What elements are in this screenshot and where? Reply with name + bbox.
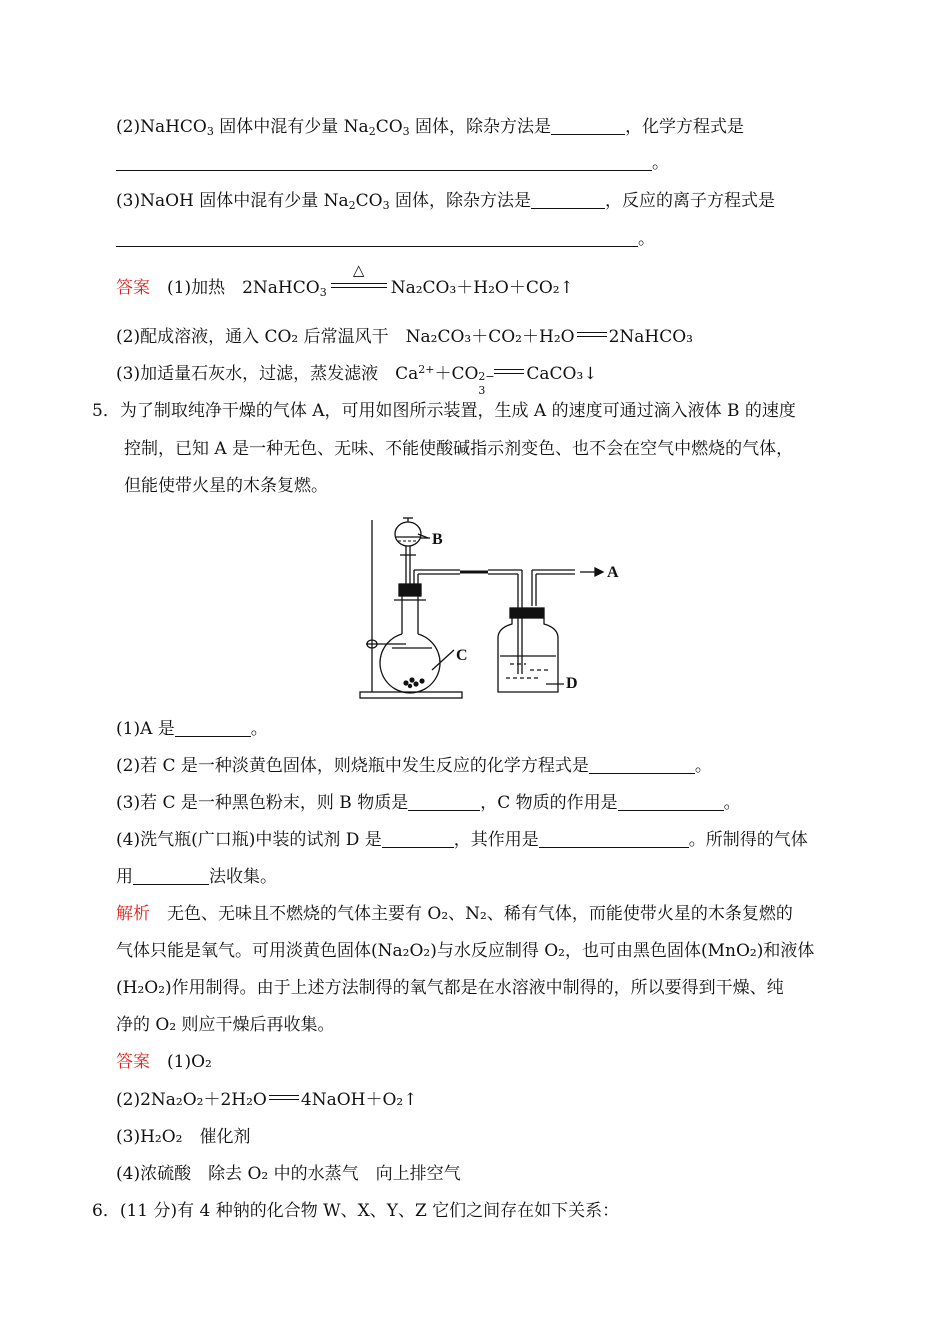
answer-label: 答案	[116, 1052, 150, 1072]
q4-part3-equation-line: 。	[116, 228, 655, 250]
answer-blank[interactable]	[589, 757, 695, 774]
label-c: C	[456, 647, 468, 664]
equals-sign	[269, 1091, 299, 1105]
answer-blank[interactable]	[116, 230, 638, 247]
answer-blank[interactable]	[133, 868, 209, 885]
solid-c-particles	[403, 677, 424, 688]
label-a: A	[607, 564, 619, 581]
q5-explanation-3: (H₂O₂)作用制得。由于上述方法制得的氧气都是在水溶液中制得的，所以要得到干燥、纯	[116, 978, 784, 998]
answer-blank[interactable]	[539, 831, 689, 848]
q5-sub-3: (3)若 C 是一种黑色粉末，则 B 物质是 ，C 物质的作用是 。	[116, 793, 741, 813]
q5-sub-4-cont: 用 法收集。	[116, 867, 277, 887]
q5-answer-1: 答案 (1)O₂	[116, 1052, 212, 1072]
separatory-funnel	[395, 522, 421, 546]
answer-blank[interactable]	[531, 192, 605, 209]
q4-answer-1: 答案 (1)加热 2NaHCO$_3$ △ Na₂CO₃＋H₂O＋CO₂↑	[116, 261, 574, 299]
q4-part2-equation-line: 。	[116, 152, 669, 174]
answer-blank[interactable]	[175, 720, 251, 737]
label-d: D	[566, 675, 578, 692]
answer-blank[interactable]	[116, 154, 652, 171]
equals-sign	[494, 365, 524, 379]
answer-blank[interactable]	[382, 831, 454, 848]
q6-stem-line-1: 6．(11 分)有 4 种钠的化合物 W、X、Y、Z 它们之间存在如下关系：	[92, 1201, 620, 1221]
q5-explanation-4: 净的 O₂ 则应干燥后再收集。	[116, 1015, 335, 1035]
label-b: B	[432, 531, 443, 548]
q5-answer-2: (2)2Na₂O₂＋2H₂O 4NaOH＋O₂↑	[116, 1090, 418, 1110]
q5-stem-line-1: 5．为了制取纯净干燥的气体 A，可用如图所示装置，生成 A 的速度可通过滴入液体 B 的速度	[92, 401, 796, 421]
apparatus-figure	[350, 508, 630, 704]
q5-stem-line-2: 控制，已知 A 是一种无色、无味、不能使酸碱指示剂变色、也不会在空气中燃烧的气体，	[124, 439, 794, 459]
gas-washing-bottle	[498, 618, 558, 692]
q4-part3-line: (3)NaOH 固体中混有少量 $Na_2CO_3$ 固体，除杂方法是 ，反应的离子方程式是	[116, 191, 776, 212]
answer-label: 答案	[116, 278, 150, 298]
q5-answer-4: (4)浓硫酸 除去 O₂ 中的水蒸气 向上排空气	[116, 1164, 461, 1184]
heating-condition: △	[331, 277, 387, 293]
q5-stem-line-3: 但能使带火星的木条复燃。	[124, 476, 328, 496]
answer-blank[interactable]	[618, 794, 724, 811]
q5-sub-2: (2)若 C 是一种淡黄色固体，则烧瓶中发生反应的化学方程式是 。	[116, 756, 712, 776]
bottle-stopper	[510, 608, 544, 618]
q4-answer-3: (3)加适量石灰水，过滤，蒸发滤液 $Ca^{2+}+CO$ 2− 3 CaCO₃↓	[116, 363, 598, 397]
q4-part2-line: (2)NaHCO$_3$ 固体中混有少量 $Na_2CO_3$ 固体，除杂方法是 ，化学方程式是	[116, 117, 745, 138]
q5-explanation-1: 解析 无色、无味且不燃烧的气体主要有 O₂、N₂、稀有气体，而能使带火星的木条复燃的	[116, 904, 793, 924]
q5-sub-1: (1)A 是 。	[116, 719, 268, 739]
q5-answer-3: (3)H₂O₂ 催化剂	[116, 1127, 251, 1147]
answer-blank[interactable]	[408, 794, 480, 811]
equals-sign	[577, 328, 607, 342]
answer-blank[interactable]	[551, 118, 625, 135]
q5-explanation-2: 气体只能是氧气。可用淡黄色固体(Na₂O₂)与水反应制得 O₂，也可由黑色固体(MnO₂)和液体	[116, 941, 815, 961]
q4-answer-2: (2)配成溶液，通入 CO₂ 后常温风干 Na₂CO₃＋CO₂＋H₂O 2NaHCO₃	[116, 327, 693, 347]
explanation-label: 解析	[116, 904, 150, 924]
q5-sub-4: (4)洗气瓶(广口瓶)中装的试剂 D 是 ，其作用是 。所制得的气体	[116, 830, 808, 850]
